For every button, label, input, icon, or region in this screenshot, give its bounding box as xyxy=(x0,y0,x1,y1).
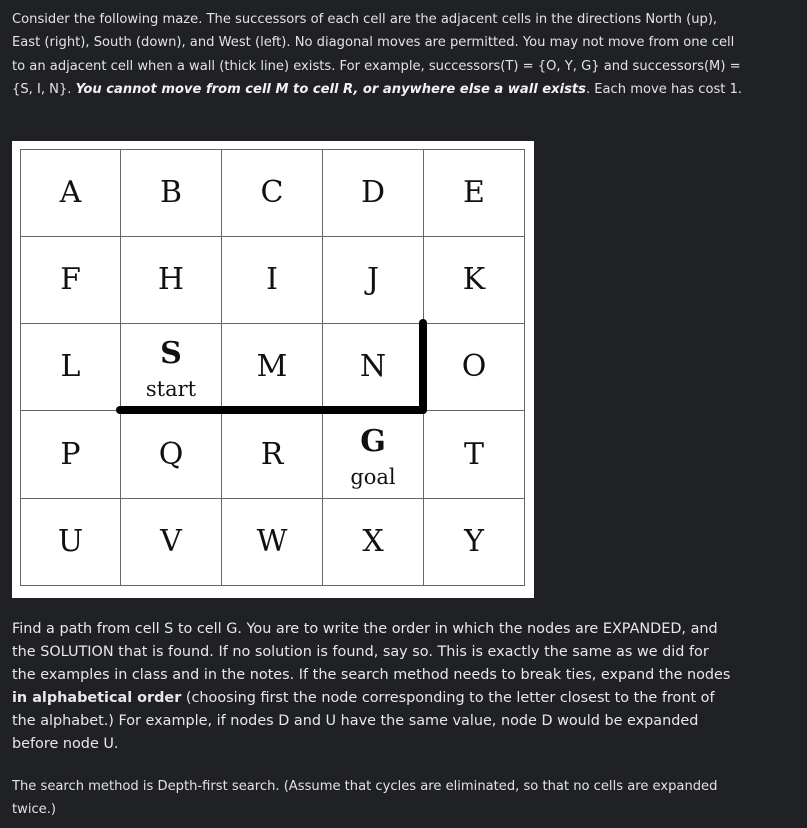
maze-cell-e xyxy=(424,150,525,237)
maze-cell-i xyxy=(222,237,323,324)
cell-letter: O xyxy=(461,349,487,384)
cell-letter: V xyxy=(160,524,182,559)
cell-letter: H xyxy=(157,262,185,297)
cell-letter: F xyxy=(60,262,81,297)
maze-cell-t xyxy=(424,411,525,499)
cell-letter: T xyxy=(463,436,484,472)
cell-letter: J xyxy=(366,262,380,297)
instructions-bold: in alphabetical order xyxy=(12,690,182,706)
cell-letter: E xyxy=(463,175,485,210)
cell-letter: N xyxy=(359,349,387,384)
cell-letter: D xyxy=(360,175,386,210)
intro-text: Consider the following maze. The successors of each cell are the adjacent cells in the directions North (up), East (right), South (down), and West (left). No diagonal moves are permitted. You may not move from one cell to an adjacent cell when a wall (thick line) exists. For example, successors(T) = {O, Y, G} and successors(M) = {S, I, N}. xyxy=(12,12,741,97)
maze-cell-f xyxy=(21,237,121,324)
cell-letter: Q xyxy=(158,436,184,472)
cell-letter: C xyxy=(260,175,284,210)
intro-emphasis: You cannot move from cell M to cell R, or anywhere else a wall exists xyxy=(75,81,586,97)
horizontal-wall xyxy=(116,406,427,414)
instructions-paragraph xyxy=(12,618,732,756)
cell-caption: goal xyxy=(350,464,396,489)
maze-cell-n xyxy=(323,324,424,411)
maze-cell-r xyxy=(222,411,323,499)
cell-caption: start xyxy=(145,377,197,401)
cell-letter: S xyxy=(160,336,182,371)
maze-cell-u xyxy=(21,499,121,586)
method-paragraph: The search method is Depth-first search. (Assume that cycles are eliminated, so that no cells are expanded twice.) xyxy=(12,779,718,817)
maze-cell-x xyxy=(323,499,424,586)
cell-letter: G xyxy=(360,423,386,459)
cell-letter: W xyxy=(256,524,288,559)
cell-letter: P xyxy=(60,436,81,472)
maze-cell-o xyxy=(424,324,525,411)
cell-letter: I xyxy=(266,262,278,297)
cell-letter: L xyxy=(60,349,81,384)
maze-cell-d xyxy=(323,150,424,237)
maze-cell-j xyxy=(323,237,424,324)
cell-letter: K xyxy=(462,262,486,297)
maze-cell-m xyxy=(222,324,323,411)
cell-letter: A xyxy=(59,175,82,210)
maze-cell-c xyxy=(222,150,323,237)
cell-letter: R xyxy=(260,436,284,472)
maze-cell-k xyxy=(424,237,525,324)
maze-cell-p xyxy=(21,411,121,499)
maze-cell-h xyxy=(121,237,222,324)
cell-letter: U xyxy=(57,524,84,559)
maze-cell-y xyxy=(424,499,525,586)
intro-text-end: . Each move has cost 1. xyxy=(585,81,743,97)
maze-cell-q xyxy=(121,411,222,499)
maze-figure xyxy=(12,141,534,598)
maze-cell-g xyxy=(323,411,424,499)
maze-cell-a xyxy=(21,150,121,237)
maze-cell-s xyxy=(121,324,222,411)
cell-letter: X xyxy=(362,524,384,559)
instructions-text: Find a path from cell S to cell G. You are to write the order in which the nodes are EXPANDED, and the SOLUTION that is found. If no solution is found, say so. This is exactly the same as we did for the examples in class and in the notes. If the search method needs to break ties, expand the nodes xyxy=(12,621,731,683)
cell-letter: B xyxy=(159,175,183,210)
instructions-text-end: (choosing first the node corresponding to the letter closest to the front of the alphabet.) For example, if nodes D and U have the same value, node D would be expanded before node U. xyxy=(12,690,715,752)
maze-cell-v xyxy=(121,499,222,586)
maze-grid xyxy=(20,149,525,586)
maze-cell-w xyxy=(222,499,323,586)
maze-cell-b xyxy=(121,150,222,237)
cell-letter: Y xyxy=(464,524,484,559)
vertical-wall xyxy=(419,319,427,414)
maze-cell-l xyxy=(21,324,121,411)
cell-letter: M xyxy=(256,349,288,384)
intro-paragraph xyxy=(12,8,744,101)
